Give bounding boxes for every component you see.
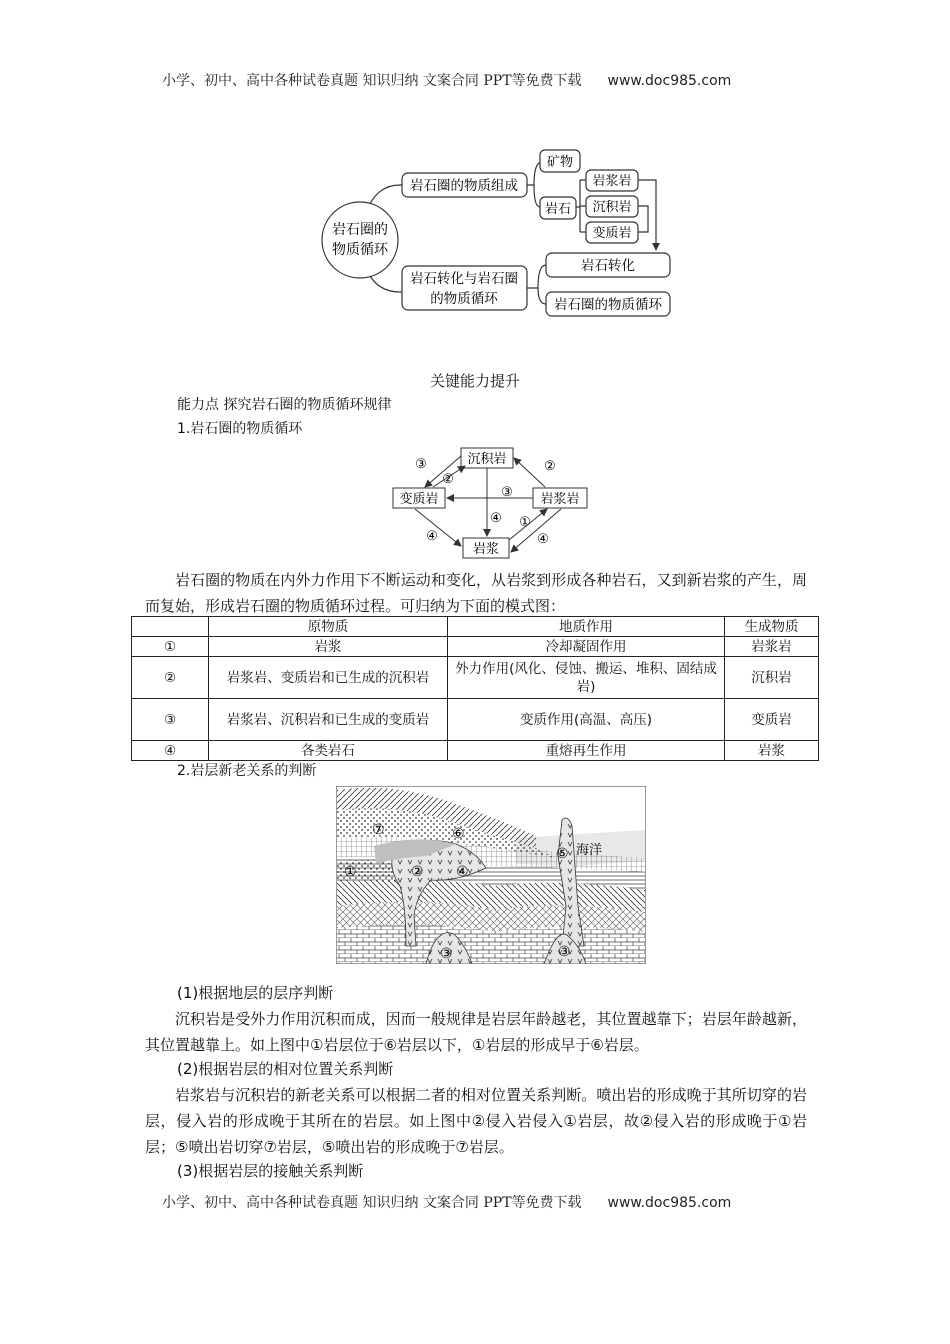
mindmap-branch1-label: 岩石圈的物质组成 <box>410 178 518 194</box>
table-cell: 沉积岩 <box>725 657 819 699</box>
table-cell: 岩浆岩 <box>725 637 819 657</box>
strata-diagram <box>336 786 646 964</box>
header-site: www.doc985.com <box>607 73 732 89</box>
cycle-num-2b: ② <box>544 459 556 474</box>
strata-label-7: ⑦ <box>372 822 385 838</box>
table-cell: 变质作用(高温、高压) <box>448 699 725 741</box>
subheading-2: (2)根据岩层的相对位置关系判断 <box>177 1060 394 1078</box>
paragraph-relative-position: 岩浆岩与沉积岩的新老关系可以根据二者的相对位置关系判断。喷出岩的形成晚于其所切穿的岩层，侵入岩的形成晚于其所在的岩层。如上图中②侵入岩侵入①岩层，故②侵入岩的形成晚于①岩层；⑤喷出岩切穿⑦岩层，⑤喷出岩的形成晚于⑦岩层。 <box>145 1086 807 1156</box>
strata-label-2: ② <box>411 864 424 880</box>
table-cell: 冷却凝固作用 <box>448 637 725 657</box>
mindmap-mineral-label: 矿物 <box>546 155 574 170</box>
table-cell: ④ <box>132 741 209 761</box>
table-cell: 岩浆岩、沉积岩和已生成的变质岩 <box>209 699 448 741</box>
cycle-num-4c: ④ <box>537 532 549 547</box>
section-title: 关键能力提升 <box>429 372 520 390</box>
mindmap-root <box>322 202 398 278</box>
table-row <box>132 657 819 699</box>
strata-label-3a: ③ <box>440 946 453 962</box>
mindmap-branch2-line1: 岩石转化与岩石圈 <box>410 271 518 287</box>
paragraph-layer-order: 沉积岩是受外力作用沉积而成，因而一般规律是岩层年龄越老，其位置越靠下；岩层年龄越新，其位置越靠上。如上图中①岩层位于⑥岩层以下，①岩层的形成早于⑥岩层。 <box>145 1010 807 1054</box>
strata-label-5: ⑤ <box>556 846 569 862</box>
subheading-1: (1)根据地层的层序判断 <box>177 984 334 1002</box>
rock-cycle-table <box>131 616 819 761</box>
heading-rock-cycle: 1.岩石圈的物质循环 <box>177 421 303 437</box>
footer-site: www.doc985.com <box>607 1195 732 1211</box>
mindmap-metamorphic-label: 变质岩 <box>592 226 632 241</box>
cycle-sedimentary: 沉积岩 <box>467 452 507 467</box>
table-header-cell: 地质作用 <box>448 617 725 637</box>
mindmap-sub1-label: 岩石转化 <box>581 258 635 274</box>
cycle-magma: 岩浆 <box>472 542 500 557</box>
table-cell: 岩浆 <box>725 741 819 761</box>
table-cell: 岩浆 <box>209 637 448 657</box>
page-footer <box>162 1192 731 1212</box>
rock-cycle-diagram <box>385 442 595 562</box>
mindmap-sedimentary-label: 沉积岩 <box>592 200 632 215</box>
strata-label-4: ④ <box>456 864 469 880</box>
mindmap-rock-label: 岩石 <box>544 202 572 217</box>
table-header-cell <box>132 617 209 637</box>
cycle-num-1: ① <box>519 515 531 530</box>
table-cell: ② <box>132 657 209 699</box>
cycle-num-2a: ② <box>442 472 454 487</box>
cycle-num-4a: ④ <box>490 511 502 526</box>
strata-label-3b: ③ <box>558 944 571 960</box>
table-cell: ③ <box>132 699 209 741</box>
subheading-3: (3)根据岩层的接触关系判断 <box>177 1162 364 1180</box>
table-cell: 各类岩石 <box>209 741 448 761</box>
table-header-cell: 生成物质 <box>725 617 819 637</box>
ability-point: 能力点 探究岩石圈的物质循环规律 <box>177 397 392 413</box>
mindmap-diagram <box>310 140 690 325</box>
mindmap-root-line1: 岩石圈的 <box>332 222 388 238</box>
table-cell: 外力作用(风化、侵蚀、搬运、堆积、固结成岩) <box>448 657 725 699</box>
table-cell: 重熔再生作用 <box>448 741 725 761</box>
cycle-metamorphic: 变质岩 <box>399 492 439 507</box>
table-cell: 岩浆岩、变质岩和已生成的沉积岩 <box>209 657 448 699</box>
header-text: 小学、初中、高中各种试卷真题 知识归纳 文案合同 PPT等免费下载 <box>162 73 582 89</box>
mindmap-root-line2: 物质循环 <box>332 242 388 258</box>
paragraph-rock-cycle: 岩石圈的物质在内外力作用下不断运动和变化，从岩浆到形成各种岩石，又到新岩浆的产生，周而复始，形成岩石圈的物质循环过程。可归纳为下面的模式图： <box>145 571 807 615</box>
strata-label-1: ① <box>344 864 357 880</box>
strata-label-6: ⑥ <box>452 826 465 842</box>
table-cell: 变质岩 <box>725 699 819 741</box>
mindmap-sub2-label: 岩石圈的物质循环 <box>554 297 662 313</box>
cycle-num-3a: ③ <box>415 457 427 472</box>
cycle-num-4b: ④ <box>426 529 438 544</box>
mindmap-branch2-line2: 的物质循环 <box>430 291 498 307</box>
table-header-cell: 原物质 <box>209 617 448 637</box>
page-header <box>162 70 731 90</box>
cycle-igneous: 岩浆岩 <box>540 492 580 507</box>
heading-strata: 2.岩层新老关系的判断 <box>177 763 317 779</box>
table-row <box>132 699 819 741</box>
table-cell: ① <box>132 637 209 657</box>
strata-ocean-label: 海洋 <box>576 843 603 858</box>
cycle-num-3b: ③ <box>501 485 513 500</box>
table-header-row <box>132 617 819 637</box>
footer-text: 小学、初中、高中各种试卷真题 知识归纳 文案合同 PPT等免费下载 <box>162 1195 582 1211</box>
mindmap-igneous-label: 岩浆岩 <box>592 174 632 189</box>
table-row <box>132 637 819 657</box>
table-row <box>132 741 819 761</box>
